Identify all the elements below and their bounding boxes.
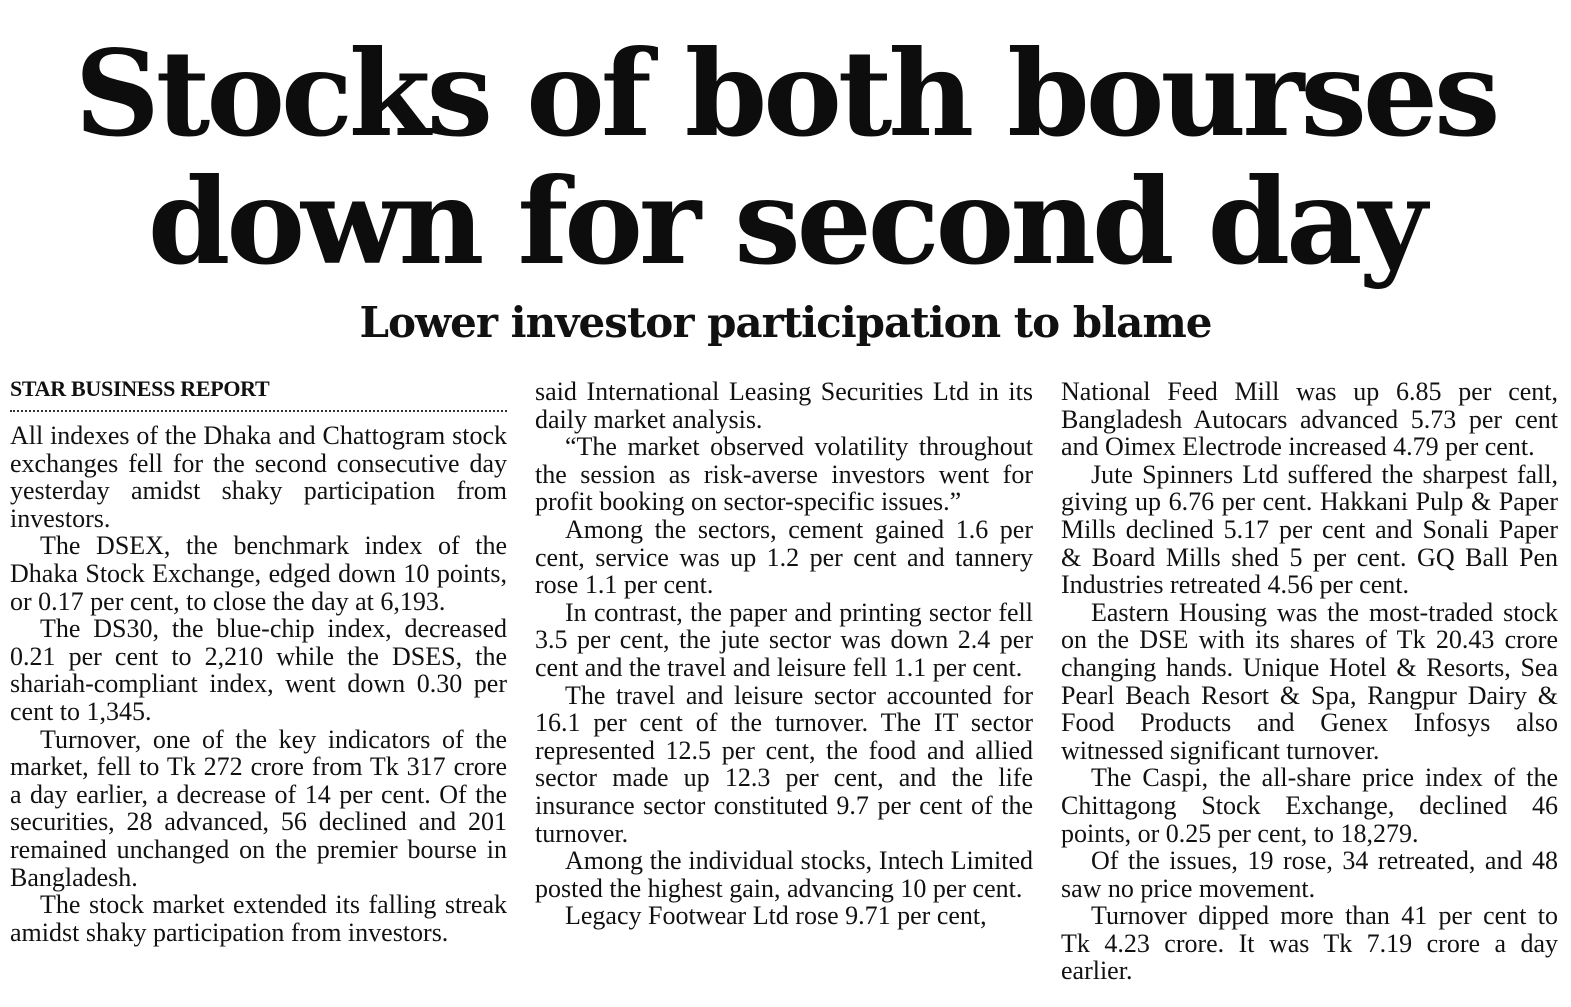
paragraph: The DS30, the blue-chip index, decreased 0.21 per cent to 2,210 while the DSES, the shariah-compliant index, went down 0.30 per cent to 1,345. — [10, 614, 507, 726]
byline: STAR BUSINESS REPORT — [10, 374, 507, 412]
paragraph: The Caspi, the all-share price index of the Chittagong Stock Exchange, declined 46 points, or 0.25 per cent, to 18,279. — [1061, 763, 1558, 848]
paragraph: The stock market extended its falling streak amidst shaky participation from investors. — [10, 890, 507, 947]
article-column-2 — [535, 374, 1033, 1007]
paragraph: Turnover dipped more than 41 per cent to Tk 4.23 crore. It was Tk 7.19 crore a day earlier. — [1061, 901, 1558, 986]
paragraph: National Feed Mill was up 6.85 per cent, Bangladesh Autocars advanced 5.73 per cent and Oimex Electrode increased 4.79 per cent. — [1061, 377, 1558, 462]
headline-line-1: Stocks of both bourses — [74, 24, 1497, 163]
article-column-3 — [1061, 374, 1558, 1007]
article-column-1 — [10, 374, 507, 1003]
headline-line-2: down for second day — [147, 152, 1424, 291]
paragraph: Of the issues, 19 rose, 34 retreated, and 48 saw no price movement. — [1061, 846, 1558, 903]
paragraph: “The market observed volatility throughout the session as risk-averse investors went for profit booking on sector-specific issues.” — [535, 432, 1033, 517]
paragraph: Jute Spinners Ltd suffered the sharpest fall, giving up 6.76 per cent. Hakkani Pulp & Paper Mills declined 5.17 per cent and Sonali Paper & Board Mills shed 5 per cent. GQ Ball Pen Industries retreated 4.56 per cent. — [1061, 459, 1558, 600]
paragraph: The DSEX, the benchmark index of the Dhaka Stock Exchange, edged down 10 points, or 0.17 per cent, to close the day at 6,193. — [10, 531, 507, 616]
subheadline: Lower investor participation to blame — [359, 298, 1212, 347]
paragraph: Turnover, one of the key indicators of the market, fell to Tk 272 crore from Tk 317 crore a day earlier, a decrease of 14 per cent. Of the securities, 28 advanced, 56 declined and 201 remained unchanged on the premier bourse in Bangladesh. — [10, 724, 507, 892]
paragraph: All indexes of the Dhaka and Chattogram stock exchanges fell for the second consecutive day yesterday amidst shaky participation from investors. — [10, 421, 507, 533]
paragraph: In contrast, the paper and printing sector fell 3.5 per cent, the jute sector was down 2.4 per cent and the travel and leisure fell 1.1 per cent. — [535, 597, 1033, 682]
paragraph: Among the sectors, cement gained 1.6 per cent, service was up 1.2 per cent and tannery rose 1.1 per cent. — [535, 514, 1033, 600]
paragraph: The travel and leisure sector accounted for 16.1 per cent of the turnover. The IT sector represented 12.5 per cent, the food and allied sector made up 12.3 per cent, and the life insurance sector constituted 9.7 per cent of the turnover. — [535, 680, 1033, 848]
headline — [0, 24, 1571, 291]
paragraph: said International Leasing Securities Ltd in its daily market analysis. — [535, 377, 1033, 434]
paragraph: Among the individual stocks, Intech Limited posted the highest gain, advancing 10 per cent. — [535, 846, 1033, 903]
paragraph: Eastern Housing was the most-traded stock on the DSE with its shares of Tk 20.43 crore changing hands. Unique Hotel & Resorts, Sea Pearl Beach Resort & Spa, Rangpur Dairy & Food Products and Genex Infosys also witnessed significant turnover. — [1061, 597, 1558, 765]
paragraph: Legacy Footwear Ltd rose 9.71 per cent, — [565, 901, 987, 931]
